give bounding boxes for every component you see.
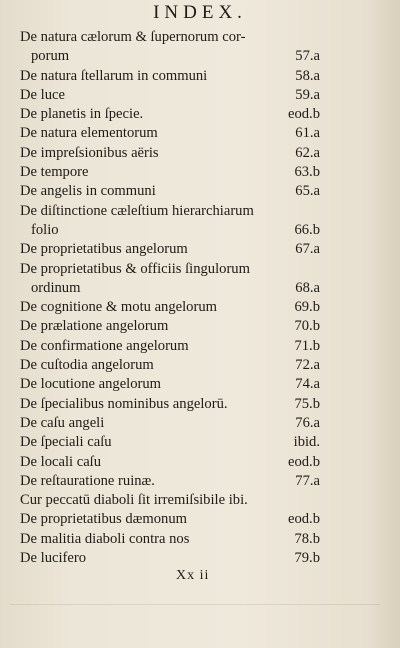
entry-page-ref: 75.b [294,395,320,412]
entry-page-ref: 67.a [295,241,320,258]
page-header: INDEX. [153,2,247,23]
index-entry [20,163,320,182]
entry-title: ordinum [31,279,81,296]
index-entry [20,240,320,259]
entry-page-ref: 66.b [294,221,320,238]
entry-page-ref: 58.a [295,67,320,84]
entry-title: De lucifero [20,550,87,567]
entry-page-ref: eod.b [287,453,320,470]
entry-title: De malitia diaboli contra nos [20,530,190,547]
index-entry [20,433,320,452]
entry-title: De angelis in communi [20,183,156,200]
index-entry [20,375,320,394]
entry-title: De locutione angelorum [20,376,162,393]
entry-title: De diſtinctione cæleſtium hierarchiarum [20,202,254,219]
entry-page-ref: 69.b [294,299,320,316]
index-entry [20,124,320,143]
entry-title: De natura elementorum [20,125,158,142]
entry-title: De tempore [20,164,89,181]
entry-page-ref: 59.a [295,86,320,103]
entry-page-ref: eod.b [287,106,320,123]
entry-title: De ſpeciali caſu [20,434,112,451]
entry-title: De proprietatibus & officiis ſingulorum [20,260,250,277]
entry-title: De proprietatibus dæmonum [20,511,187,528]
index-entry [20,337,320,356]
entry-page-ref: 68.a [295,279,320,296]
entry-title: De ſpecialibus nominibus angelorū. [20,395,228,412]
entry-page-ref: eod.b [287,511,320,528]
index-entry [20,86,320,105]
index-entry [20,221,320,240]
index-entry [20,28,320,47]
signature-mark: Xx ii [176,568,210,583]
entry-page-ref: 74.a [295,376,320,393]
entry-title: De locali caſu [20,453,102,470]
entry-title: De caſu angeli [20,414,105,431]
index-entry [20,453,320,472]
entry-title: De natura ſtellarum in communi [20,67,208,84]
index-entry [20,356,320,375]
index-entry [20,472,320,491]
entry-title: De confirmatione angelorum [20,337,189,354]
entry-title: De natura cælorum & ſupernorum cor- [20,29,246,45]
entry-page-ref: 63.b [294,164,320,181]
entry-title: De luce [20,86,65,103]
entry-page-ref: 72.a [295,357,320,374]
entry-title: De proprietatibus angelorum [20,241,188,258]
index-entry [20,414,320,433]
index-entry [20,67,320,86]
page-edge-line [10,604,380,605]
entry-page-ref: ibid. [293,434,320,451]
entry-page-ref: 70.b [294,318,320,335]
index-entry [20,47,320,66]
index-entry [20,279,320,298]
index-entries [20,28,320,568]
index-entry [20,510,320,529]
entry-title: De cognitione & motu angelorum [20,299,217,316]
index-entry [20,395,320,414]
entry-page-ref: 78.b [294,530,320,547]
entry-title: De reſtauratione ruinæ. [20,472,155,489]
entry-page-ref: 76.a [295,414,320,431]
index-entry [20,491,320,510]
entry-page-ref: 71.b [294,337,320,354]
entry-page-ref: 62.a [295,144,320,161]
entry-title: De planetis in ſpecie. [20,106,144,123]
index-entry [20,549,320,568]
index-entry [20,317,320,336]
entry-title: De cuſtodia angelorum [20,357,154,374]
index-entry [20,105,320,124]
index-entry [20,260,320,279]
entry-title: De prælatione angelorum [20,318,169,335]
entry-page-ref: 77.a [295,472,320,489]
index-entry [20,182,320,201]
entry-page-ref: 57.a [295,48,320,65]
entry-page-ref: 65.a [295,183,320,200]
entry-page-ref: 79.b [294,550,320,567]
entry-title: folio [31,221,59,238]
entry-page-ref: 61.a [295,125,320,142]
index-entry [20,144,320,163]
index-entry [20,530,320,549]
entry-title: De impreſsionibus aëris [20,144,159,161]
entry-title: porum [31,48,70,65]
index-entry [20,202,320,221]
entry-title: Cur peccatū diaboli ſit irremiſsibile ibi. [20,492,248,509]
index-entry [20,298,320,317]
